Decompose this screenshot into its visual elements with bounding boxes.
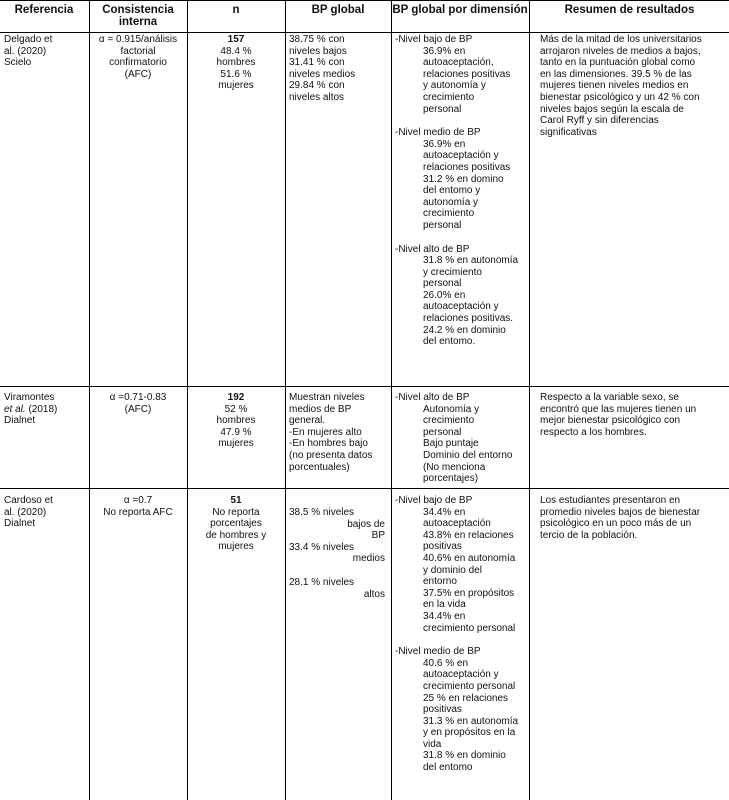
header-n: n bbox=[232, 4, 240, 16]
column-divider bbox=[529, 0, 530, 800]
row1-bp-dimension bbox=[395, 34, 526, 348]
bp-global-block: 38.5 % niveles bajos de BP bbox=[289, 507, 385, 542]
row3-bp-global bbox=[289, 507, 385, 600]
row2-n: 192 52 % hombres 47.9 % mujeres bbox=[216, 392, 256, 450]
row1-bp-global: 38.75 % con niveles bajos 31.41 % con niveles medios 29.84 % con niveles altos bbox=[289, 34, 356, 103]
dimension-block: -Nivel medio de BP 36.9% en autoaceptación y relaciones positivas 31.2 % en domino del entomo y autonomía y crecimiento personal bbox=[395, 127, 511, 231]
row-divider bbox=[0, 488, 729, 489]
column-divider bbox=[391, 0, 392, 800]
dimension-block: -Nivel alto de BP 31.8 % en autonomía y crecimiento personal 26.0% en autoaceptación y relaciones positivas. 24.2 % en dominio del entomo. bbox=[395, 243, 519, 348]
row3-bp-dimension bbox=[395, 495, 526, 774]
header-consistencia: Consistencia interna bbox=[102, 4, 174, 28]
header-bp-global: BP global bbox=[311, 4, 365, 16]
dimension-block: -Nivel medio de BP 40.6 % en autoaceptación y crecimiento personal 25 % en relaciones positivas 31.3 % en autonomía y en propósitos en la vida 31.8 % en dominio del entomo bbox=[395, 646, 519, 774]
row2-bp-global: Muestran niveles medios de BP general. -En mujeres alto -En hombres bajo (no presenta datos porcentuales) bbox=[289, 392, 373, 473]
row3-n: 51 No reporta porcentajes de hombres y mujeres bbox=[205, 495, 267, 553]
row1-resumen: Más de la mitad de los universitarios arrojaron niveles de medios a bajos, tanto en la puntuación global como en las dimensiones. 39.5 % de las mujeres tienen niveles medios en bienestar psicológico y un 42 % con niveles bajos según la escala de Carol Ryff y sin diferencias significativas bbox=[540, 34, 702, 138]
row2-referencia: Viramontes et al. (2018) Dialnet bbox=[4, 392, 58, 427]
row-divider bbox=[0, 386, 729, 387]
header-resumen: Resumen de resultados bbox=[564, 4, 695, 16]
table-header bbox=[0, 0, 729, 33]
bp-global-block: 28.1 % niveles altos bbox=[289, 576, 385, 600]
bp-global-block: 33.4 % niveles medios bbox=[289, 541, 385, 565]
row3-consistencia: α =0.7 No reporta AFC bbox=[103, 495, 173, 518]
row1-consistencia: α = 0.915/análisis factorial confirmatorio (AFC) bbox=[98, 34, 178, 80]
row1-referencia: Delgado et al. (2020) Scielo bbox=[4, 34, 53, 69]
dimension-block: -Nivel bajo de BP 36.9% en autoaceptación, relaciones positivas y autonomía y crecimiento personal bbox=[395, 34, 511, 115]
row3-resumen: Los estudiantes presentaron en promedio niveles bajos de bienestar psicológico en un poco más de un tercio de la población. bbox=[540, 495, 701, 541]
row2-resumen: Respecto a la variable sexo, se encontró que las mujeres tienen un mejor bienestar psicológico con respecto a los hombres. bbox=[540, 392, 697, 438]
row2-bp-dimension bbox=[395, 392, 526, 485]
row1-n: 157 48.4 % hombres 51.6 % mujeres bbox=[216, 34, 256, 92]
dimension-block: -Nivel alto de BP Autonomía y crecimiento personal Bajo puntaje Dominio del entorno (No menciona porcentajes) bbox=[395, 392, 513, 485]
column-divider bbox=[285, 0, 286, 800]
row2-consistencia: α =0.71-0.83 (AFC) bbox=[109, 392, 167, 415]
dimension-block: -Nivel bajo de BP 34.4% en autoaceptación 43.8% en relaciones positivas 40.6% en autonomía y dominio del entorno 37.5% en propósitos en la vida 34.4% en crecimiento personal bbox=[395, 495, 516, 634]
header-bp-dimension: BP global por dimensión bbox=[392, 4, 528, 16]
row3-referencia: Cardoso et al. (2020) Dialnet bbox=[4, 495, 53, 530]
header-referencia: Referencia bbox=[14, 4, 74, 16]
